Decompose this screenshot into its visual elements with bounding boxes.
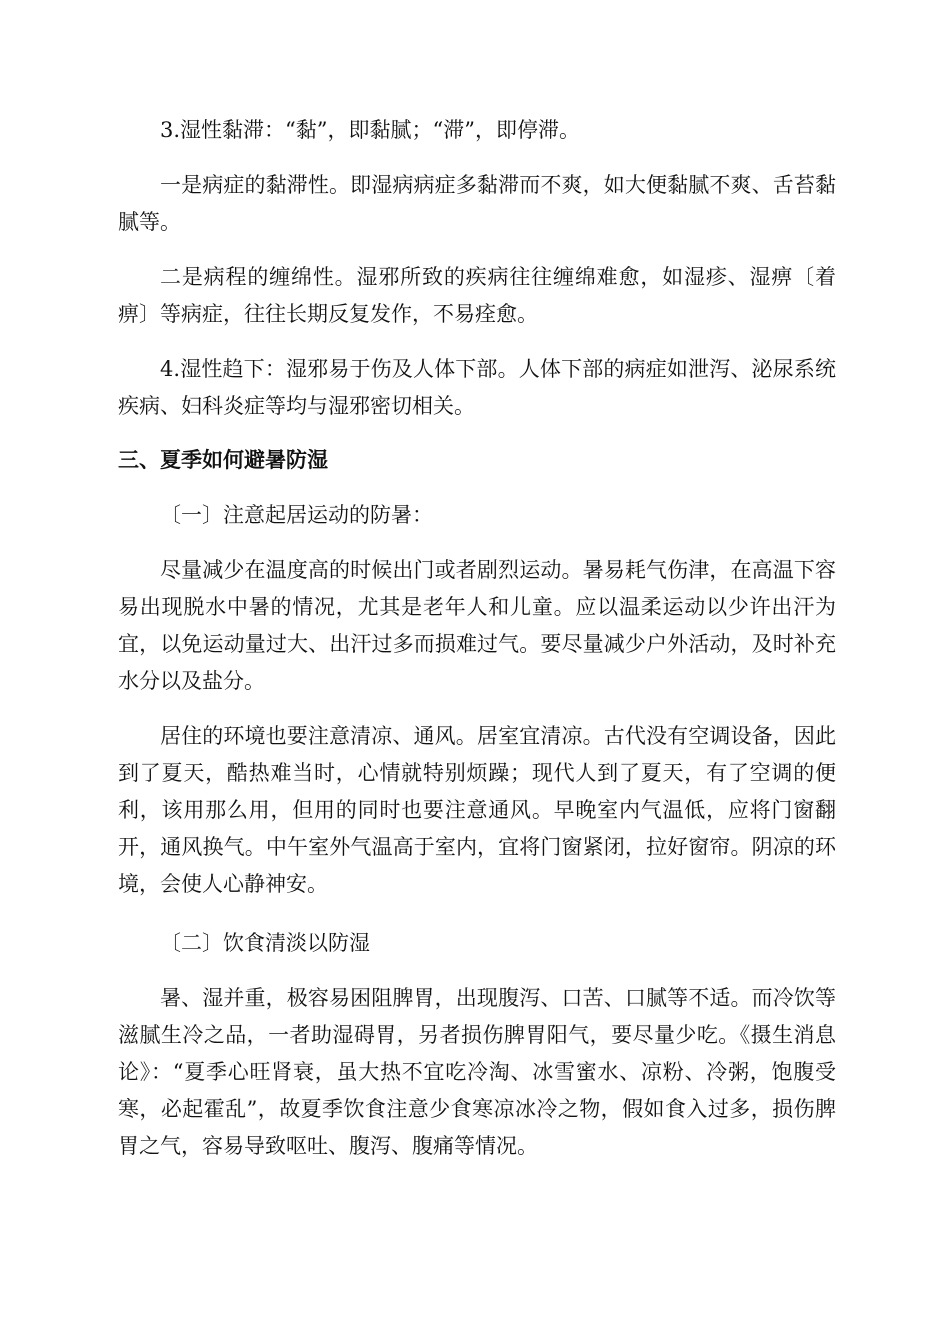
subsection-heading-2: 〔二〕饮食清淡以防湿 <box>160 931 370 955</box>
paragraph-wet-sticky: 3.湿性黏滞：“黏”，即黏腻；“滞”，即停滞。 <box>160 118 580 142</box>
paragraph-lingering-course: 二是病程的缠绵性。湿邪所致的疾病往往缠绵难愈，如湿疹、湿痹〔着痹〕等病症，往往长期反复发作，不易痊愈。 <box>118 265 836 326</box>
section-heading: 三、夏季如何避暑防湿 <box>118 448 328 472</box>
paragraph-reduce-activity: 尽量减少在温度高的时候出门或者剧烈运动。暑易耗气伤津，在高温下容易出现脱水中暑的情况，尤其是老年人和儿童。应以温柔运动以少许出汗为宜，以免运动量过大、出汗过多而损难过气。要尽量减少户外活动，及时补充水分以及盐分。 <box>118 558 836 693</box>
paragraph-diet: 暑、湿并重，极容易困阻脾胃，出现腹泻、口苦、口腻等不适。而冷饮等滋腻生冷之品，一者助湿碍胃，另者损伤脾胃阳气，要尽量少吃。《摄生消息论》：“夏季心旺肾衰，虽大热不宜吃冷淘、冰雪蜜水、凉粉、冷粥，饱腹受寒，必起霍乱”，故夏季饮食注意少食寒凉冰冷之物，假如食入过多，损伤脾胃之气，容易导致呕吐、腹泻、腹痛等情况。 <box>118 986 836 1158</box>
subsection-heading-1: 〔一〕注意起居运动的防暑： <box>160 503 433 527</box>
paragraph-sticky-symptoms: 一是病症的黏滞性。即湿病病症多黏滞而不爽，如大便黏腻不爽、舌苔黏腻等。 <box>118 173 836 234</box>
paragraph-wet-descending: 4.湿性趋下：湿邪易于伤及人体下部。人体下部的病症如泄泻、泌尿系统疾病、妇科炎症等均与湿邪密切相关。 <box>118 357 836 418</box>
paragraph-living-environment: 居住的环境也要注意清凉、通风。居室宜清凉。古代没有空调设备，因此到了夏天，酷热难当时，心情就特别烦躁；现代人到了夏天，有了空调的便利，该用那么用，但用的同时也要注意通风。早晚室内气温低，应将门窗翻开，通风换气。中午室外气温高于室内，宜将门窗紧闭，拉好窗帘。阴凉的环境，会使人心静神安。 <box>118 724 836 896</box>
